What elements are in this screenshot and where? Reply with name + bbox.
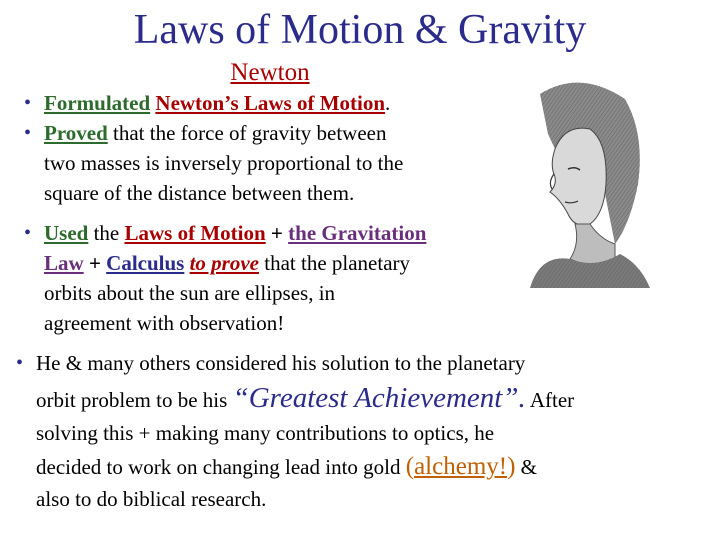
- bullet-2-line-2: two masses is inversely proportional to the: [44, 151, 404, 175]
- alchemy-label: alchemy!: [414, 453, 508, 480]
- bullet-4-line-3: solving this + making many contributions to optics, he: [36, 421, 495, 445]
- period: .: [385, 91, 391, 115]
- greatest-achievement-label: “Greatest Achievement”.: [232, 382, 526, 414]
- to-prove-label: to prove: [189, 251, 259, 275]
- plus-sign: +: [265, 221, 289, 245]
- bullet-4-line-5: also to do biblical research.: [36, 487, 267, 511]
- bullet-4-line-2: [36, 383, 574, 415]
- formulated-label: Formulated: [44, 91, 151, 115]
- laws-of-motion-label: Laws of Motion: [124, 221, 266, 245]
- bullet-1: [44, 88, 390, 118]
- bullet-4-line-4: [36, 452, 537, 482]
- bullet-3-line-4: agreement with observation!: [44, 311, 285, 335]
- newtons-laws-label: Newton’s Laws of Motion: [155, 91, 386, 115]
- proved-label: Proved: [44, 121, 108, 145]
- bullet-2-line-1: [44, 118, 387, 148]
- newton-portrait-image: [520, 74, 650, 288]
- bullet-3-line-2: [44, 248, 410, 278]
- bullet-2-line-3: square of the distance between them.: [44, 181, 355, 205]
- used-label: Used: [44, 221, 89, 245]
- gravitation-label: the Gravitation: [288, 221, 427, 245]
- law-label: Law: [44, 251, 84, 275]
- bullet-3-line-3: orbits about the sun are ellipses, in: [44, 281, 336, 305]
- text: the: [88, 221, 125, 245]
- calculus-label: Calculus: [106, 251, 185, 275]
- bullet-marker: •: [24, 222, 32, 244]
- paren-open: (: [405, 453, 415, 480]
- bullet-4-text-4e: &: [515, 455, 538, 479]
- bullet-marker: •: [24, 92, 32, 114]
- bullet-3-line-1: [44, 218, 426, 248]
- slide-title: Laws of Motion & Gravity: [133, 7, 587, 53]
- plus-sign: +: [83, 251, 107, 275]
- bullet-4-text-2a: orbit problem to be his: [36, 388, 233, 412]
- bullet-2-text-1: that the force of gravity between: [107, 121, 387, 145]
- slide-subtitle: Newton: [230, 59, 310, 86]
- bullet-4-text-4a: decided to work on changing lead into gold: [36, 455, 406, 479]
- bullet-4-text-2c: After: [525, 388, 575, 412]
- paren-close: ): [507, 453, 516, 480]
- bullet-marker: •: [24, 122, 32, 144]
- bullet-3-text: that the planetary: [259, 251, 411, 275]
- bullet-4-line-1: He & many others considered his solution to the planetary: [36, 351, 526, 375]
- bullet-marker: •: [16, 352, 24, 374]
